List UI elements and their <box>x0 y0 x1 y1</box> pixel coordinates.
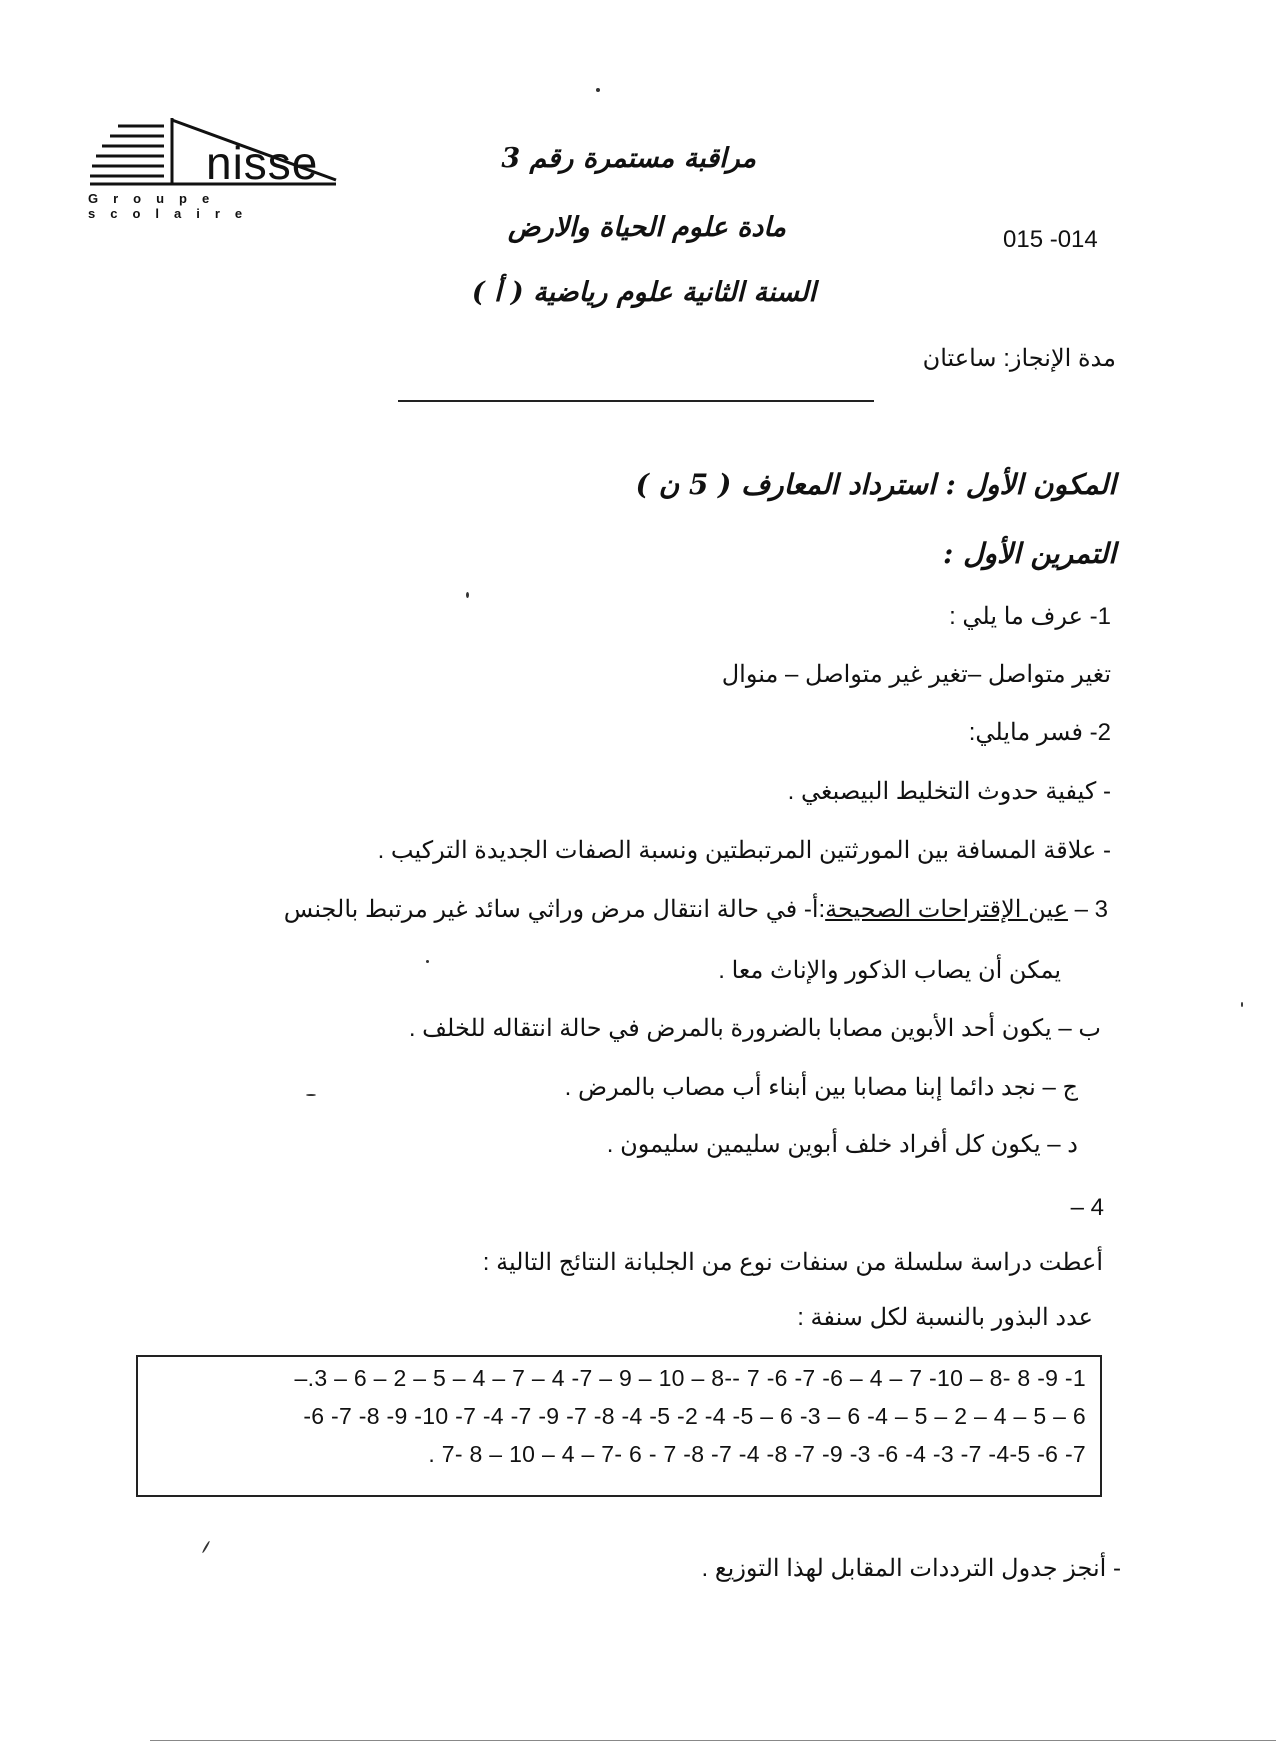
school-year: 015 -014 <box>1003 226 1098 253</box>
scan-bottom-line <box>150 1740 1276 1741</box>
exercise-title: التمرين الأول : <box>943 537 1116 570</box>
question-4-label: 4 – <box>1070 1194 1104 1221</box>
data-row: –.3 – 6 – 2 – 5 – 4 – 7 – 4 -7 – 9 – 10 – 8-- 7 -6 -7 -6 – 4 – 7 -10 – 8- 8 -9 -1 <box>294 1365 1086 1391</box>
question-2-item-b: - علاقة المسافة بين المورثتين المرتبطتين ونسبة الصفات الجديدة التركيب . <box>377 837 1111 864</box>
question-3-item-d: د – يكون كل أفراد خلف أبوين سليمين سليمون . <box>606 1131 1078 1158</box>
seed-count-data-box <box>136 1355 1102 1497</box>
scan-speck <box>596 88 600 92</box>
exam-level: السنة الثانية علوم رياضية ( أ ) <box>471 277 816 308</box>
exam-duration: مدة الإنجاز: ساعتان <box>922 345 1116 372</box>
question-3-item-b: ب – يكون أحد الأبوين مصابا بالضرورة بالمرض في حالة انتقاله للخلف . <box>408 1015 1101 1042</box>
question-2-label: 2- فسر مايلي: <box>968 719 1111 746</box>
scan-speck <box>202 1540 211 1553</box>
data-row: . 7- 8 – 10 – 4 – 7- 6 - 7 -8 -7 -4 -8 -7 -9 -3 -6 -4 -3 -7 -4-5 -6 -7 <box>428 1441 1086 1467</box>
scan-speck <box>306 1094 316 1096</box>
question-4-intro: أعطت دراسة سلسلة من سنفات نوع من الجلبانة النتائج التالية : <box>482 1249 1103 1276</box>
question-4-task: - أنجز جدول الترددات المقابل لهذا التوزيع . <box>701 1555 1121 1582</box>
scan-speck <box>466 592 469 598</box>
section-title: المكون الأول : استرداد المعارف ( 5 ن ) <box>635 468 1116 501</box>
question-3-line <box>284 895 1108 924</box>
question-3-number: 3 – <box>1074 896 1108 923</box>
scan-speck <box>426 960 429 963</box>
data-row: -6 -7 -8 -9 -10 -7 -4 -7 -9 -7 -8 -4 -5 -2 -4 -5 – 6 -3 – 6 -4 – 5 – 2 – 4 – 5 – 6 <box>303 1403 1086 1429</box>
scan-speck <box>1241 1002 1243 1007</box>
question-3-item-a-start: :أ- في حالة انتقال مرض وراثي سائد غير مرتبط بالجنس <box>283 896 826 923</box>
school-logo <box>86 118 376 221</box>
question-3-item-c: ج – نجد دائما إبنا مصابا بين أبناء أب مصاب بالمرض . <box>564 1074 1078 1101</box>
logo-name: nisse <box>206 137 319 189</box>
question-3-item-a-end: يمكن أن يصاب الذكور والإناث معا . <box>718 957 1061 984</box>
exam-title: مراقبة مستمرة رقم 3 <box>501 143 756 174</box>
question-1-label: 1- عرف ما يلي : <box>949 603 1111 630</box>
question-1-terms: تغير متواصل –تغير غير متواصل – منوال <box>721 661 1111 688</box>
question-4-data-label: عدد البذور بالنسبة لكل سنفة : <box>797 1304 1093 1331</box>
logo-subtitle: Groupe scolaire <box>88 191 258 221</box>
header-divider <box>398 400 874 402</box>
question-3-instruction: عين الإقتراحات الصحيحة <box>825 896 1068 923</box>
question-2-item-a: - كيفية حدوث التخليط البيصبغي . <box>787 778 1111 805</box>
exam-subject: مادة علوم الحياة والارض <box>507 212 786 243</box>
